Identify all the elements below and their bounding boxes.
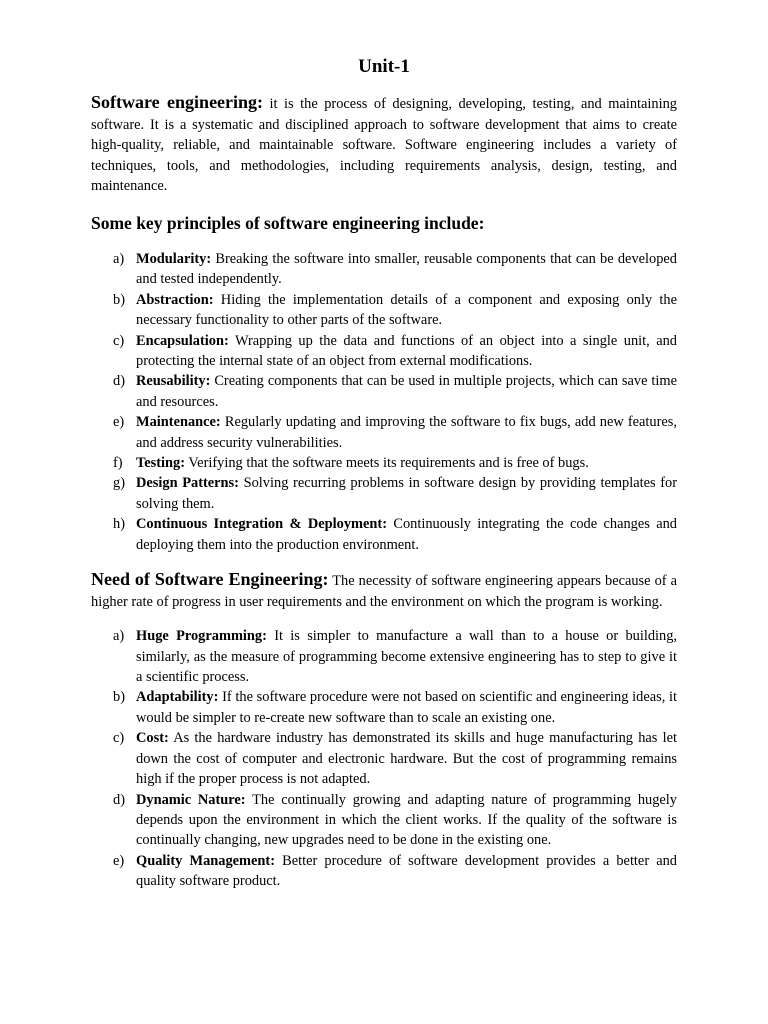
item-text: Continuously integrating the code changes and deploying them into the production environment. bbox=[136, 516, 677, 553]
item-term: Maintenance: bbox=[136, 414, 221, 431]
item-text: Verifying that the software meets its requirements and is free of bugs. bbox=[185, 455, 589, 472]
list-marker: f) bbox=[113, 455, 123, 472]
item-term: Adaptability: bbox=[136, 689, 219, 706]
item-text: Hiding the implementation details of a component and exposing only the necessary functionality to other parts of the software. bbox=[136, 291, 677, 329]
list-marker: b) bbox=[113, 291, 125, 308]
item-term: Reusability: bbox=[136, 373, 211, 390]
item-text: Creating components that can be used in multiple projects, which can save time and resources. bbox=[136, 373, 677, 410]
list-marker: h) bbox=[113, 516, 125, 533]
item-term: Encapsulation: bbox=[136, 332, 229, 349]
list-item bbox=[113, 412, 677, 453]
list-item bbox=[113, 290, 677, 331]
item-term: Design Patterns: bbox=[136, 475, 239, 492]
list-item bbox=[113, 453, 677, 473]
item-term: Cost: bbox=[136, 730, 169, 747]
list-item bbox=[113, 728, 677, 789]
list-item bbox=[113, 687, 677, 728]
item-text: As the hardware industry has demonstrated its skills and huge manufacturing has let down the cost of computer and electronic hardware. But the cost of programming remains high if the proper process is not adapted. bbox=[136, 730, 677, 788]
item-term: Huge Programming: bbox=[136, 628, 267, 645]
section-spacer bbox=[91, 555, 677, 569]
list-item bbox=[113, 249, 677, 290]
need-paragraph bbox=[91, 569, 677, 612]
list-item bbox=[113, 790, 677, 851]
item-term: Continuous Integration & Deployment: bbox=[136, 516, 387, 533]
need-text: The necessity of software engineering appears because of a higher rate of progress in user requirements and the environment on which the program is working. bbox=[91, 573, 678, 610]
list-item bbox=[113, 851, 677, 892]
need-list bbox=[91, 626, 677, 891]
list-item bbox=[113, 514, 677, 555]
item-text: Wrapping up the data and functions of an object into a single unit, and protecting the internal state of an object from external modifications. bbox=[136, 332, 677, 369]
item-text: Breaking the software into smaller, reusable components that can be developed and tested independently. bbox=[136, 250, 677, 288]
intro-paragraph bbox=[91, 92, 677, 197]
item-term: Testing: bbox=[136, 455, 186, 472]
list-marker: c) bbox=[113, 730, 125, 747]
item-text: Regularly updating and improving the software to fix bugs, add new features, and address security vulnerabilities. bbox=[136, 414, 677, 451]
principles-heading: Some key principles of software engineering include: bbox=[91, 212, 485, 233]
principles-list bbox=[91, 249, 677, 555]
item-text: Solving recurring problems in software design by providing templates for solving them. bbox=[136, 475, 678, 512]
list-marker: e) bbox=[113, 852, 125, 869]
item-term: Dynamic Nature: bbox=[136, 791, 246, 808]
page-title: Unit-1 bbox=[358, 56, 410, 77]
list-item bbox=[113, 331, 677, 372]
list-marker: a) bbox=[113, 250, 125, 267]
section-spacer bbox=[91, 612, 677, 626]
intro-text: it is the process of designing, developing, testing, and maintaining software. It is a systematic and disciplined approach to software development that aims to create high-quality, reliable, and maintainable software. Software engineering includes a variety of techniques, tools, and methodologies, including requirements analysis, design, testing, and maintenance. bbox=[91, 96, 677, 195]
item-term: Quality Management: bbox=[136, 852, 276, 869]
item-text: It is simpler to manufacture a wall than to a house or building, similarly, as the measure of programming become extensive engineering has to step to give it a scientific process. bbox=[136, 628, 678, 686]
item-term: Abstraction: bbox=[136, 291, 214, 308]
list-item bbox=[113, 473, 678, 514]
list-marker: d) bbox=[113, 373, 125, 390]
list-marker: b) bbox=[113, 689, 125, 706]
item-text: Better procedure of software development provides a better and quality software product. bbox=[136, 852, 677, 890]
list-marker: g) bbox=[113, 475, 125, 492]
list-item bbox=[113, 371, 677, 412]
list-marker: c) bbox=[113, 332, 125, 349]
intro-term: Software engineering: bbox=[91, 92, 264, 112]
list-item bbox=[113, 626, 678, 687]
list-marker: d) bbox=[113, 791, 125, 808]
item-text: The continually growing and adapting nature of programming hugely depends upon the environment in which the client works. If the quality of the software is continually changing, new upgrades need to be done in the existing one. bbox=[136, 791, 677, 849]
item-text: If the software procedure were not based on scientific and engineering ideas, it would be simpler to re-create new software than to scale an existing one. bbox=[136, 689, 677, 726]
need-term: Need of Software Engineering: bbox=[91, 569, 329, 590]
list-marker: a) bbox=[113, 628, 125, 645]
list-marker: e) bbox=[113, 414, 125, 431]
item-term: Modularity: bbox=[136, 250, 212, 267]
